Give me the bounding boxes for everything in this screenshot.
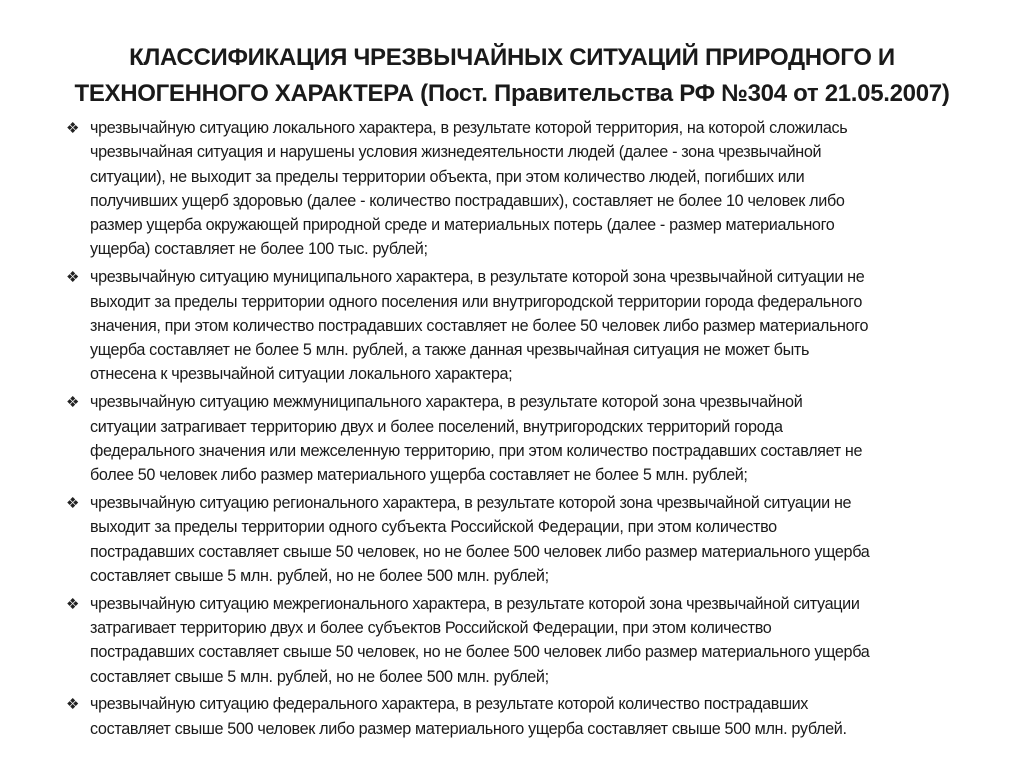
list-item-text-line: пострадавших составляет свыше 50 человек, но не более 500 человек либо размер материального ущерба xyxy=(90,643,870,662)
classification-list xyxy=(60,116,1000,744)
list-item-text-line: чрезвычайную ситуацию межмуниципального характера, в результате которой зона чрезвычайной xyxy=(90,393,803,412)
list-item-text-line: выходит за пределы территории одного субъекта Российской Федерации, при этом количество xyxy=(90,518,777,537)
list-item-text-line: ущерба составляет не более 5 млн. рублей, а также данная чрезвычайная ситуация не может быть xyxy=(90,341,810,360)
diamond-bullet-icon: ❖ xyxy=(66,269,80,287)
title-line: ТЕХНОГЕННОГО ХАРАКТЕРА (Пост. Правительства РФ №304 от 21.05.2007) xyxy=(74,80,950,107)
page-title xyxy=(0,40,1024,112)
list-item xyxy=(60,390,1000,487)
list-item xyxy=(60,692,1000,741)
list-item-text-line: федерального значения или межселенную территорию, при этом количество пострадавших составляет не xyxy=(90,441,863,460)
list-item xyxy=(60,592,1000,689)
diamond-bullet-icon: ❖ xyxy=(66,120,80,137)
list-item-text-line: ситуации), не выходит за пределы территории объекта, при этом количество людей, погибших или xyxy=(90,167,805,186)
diamond-bullet-icon: ❖ xyxy=(66,494,80,512)
list-item-text-line: составляет свыше 5 млн. рублей, но не более 500 млн. рублей; xyxy=(90,667,549,686)
list-item-text-line: пострадавших составляет свыше 50 человек, но не более 500 человек либо размер материального ущерба xyxy=(90,542,870,561)
list-item-text-line: чрезвычайную ситуацию федерального характера, в результате которой количество пострадавших xyxy=(90,695,809,714)
list-item-text-line: более 50 человек либо размер материального ущерба составляет не более 5 млн. рублей; xyxy=(90,466,748,485)
list-item-text-line: чрезвычайную ситуацию локального характера, в результате которой территория, на которой сложилась xyxy=(90,119,848,137)
list-item xyxy=(60,116,1000,262)
list-item-text-line: ситуации затрагивает территорию двух и более поселений, внутригородских территорий города xyxy=(90,417,783,436)
list-item-text-line: размер ущерба окружающей природной среде и материальных потерь (далее - размер материального xyxy=(90,216,835,235)
list-item-text-line: чрезвычайная ситуация и нарушены условия жизнедеятельности людей (далее - зона чрезвычайной xyxy=(90,143,822,162)
list-item-text-line: чрезвычайную ситуацию регионального характера, в результате которой зона чрезвычайной ситуации не xyxy=(90,493,852,512)
list-item xyxy=(60,491,1000,588)
list-item-text-line: отнесена к чрезвычайной ситуации локального характера; xyxy=(90,365,513,384)
list-item-text-line: составляет свыше 500 человек либо размер материального ущерба составляет свыше 500 млн. рублей. xyxy=(90,719,847,738)
title-line: КЛАССИФИКАЦИЯ ЧРЕЗВЫЧАЙНЫХ СИТУАЦИЙ ПРИРОДНОГО И xyxy=(129,44,895,71)
diamond-bullet-icon: ❖ xyxy=(66,595,80,613)
list-item-text-line: ущерба) составляет не более 100 тыс. рублей; xyxy=(90,240,428,259)
list-item-text-line: получивших ущерб здоровью (далее - количество пострадавших), составляет не более 10 человек либо xyxy=(90,191,845,210)
list-item-text-line: составляет свыше 5 млн. рублей, но не более 500 млн. рублей; xyxy=(90,566,549,585)
list-item-text-line: чрезвычайную ситуацию межрегионального характера, в результате которой зона чрезвычайной ситуации xyxy=(90,594,860,613)
list-item-text-line: значения, при этом количество пострадавших составляет не более 50 человек либо размер материального xyxy=(90,316,869,335)
list-item-text-line: затрагивает территорию двух и более субъектов Российской Федерации, при этом количество xyxy=(90,618,772,637)
diamond-bullet-icon: ❖ xyxy=(66,394,80,412)
list-item-text-line: чрезвычайную ситуацию муниципального характера, в результате которой зона чрезвычайной ситуации не xyxy=(90,268,865,287)
list-item xyxy=(60,265,1000,386)
list-item-text-line: выходит за пределы территории одного поселения или внутригородской территории города федерального xyxy=(90,292,862,311)
diamond-bullet-icon: ❖ xyxy=(66,696,80,714)
